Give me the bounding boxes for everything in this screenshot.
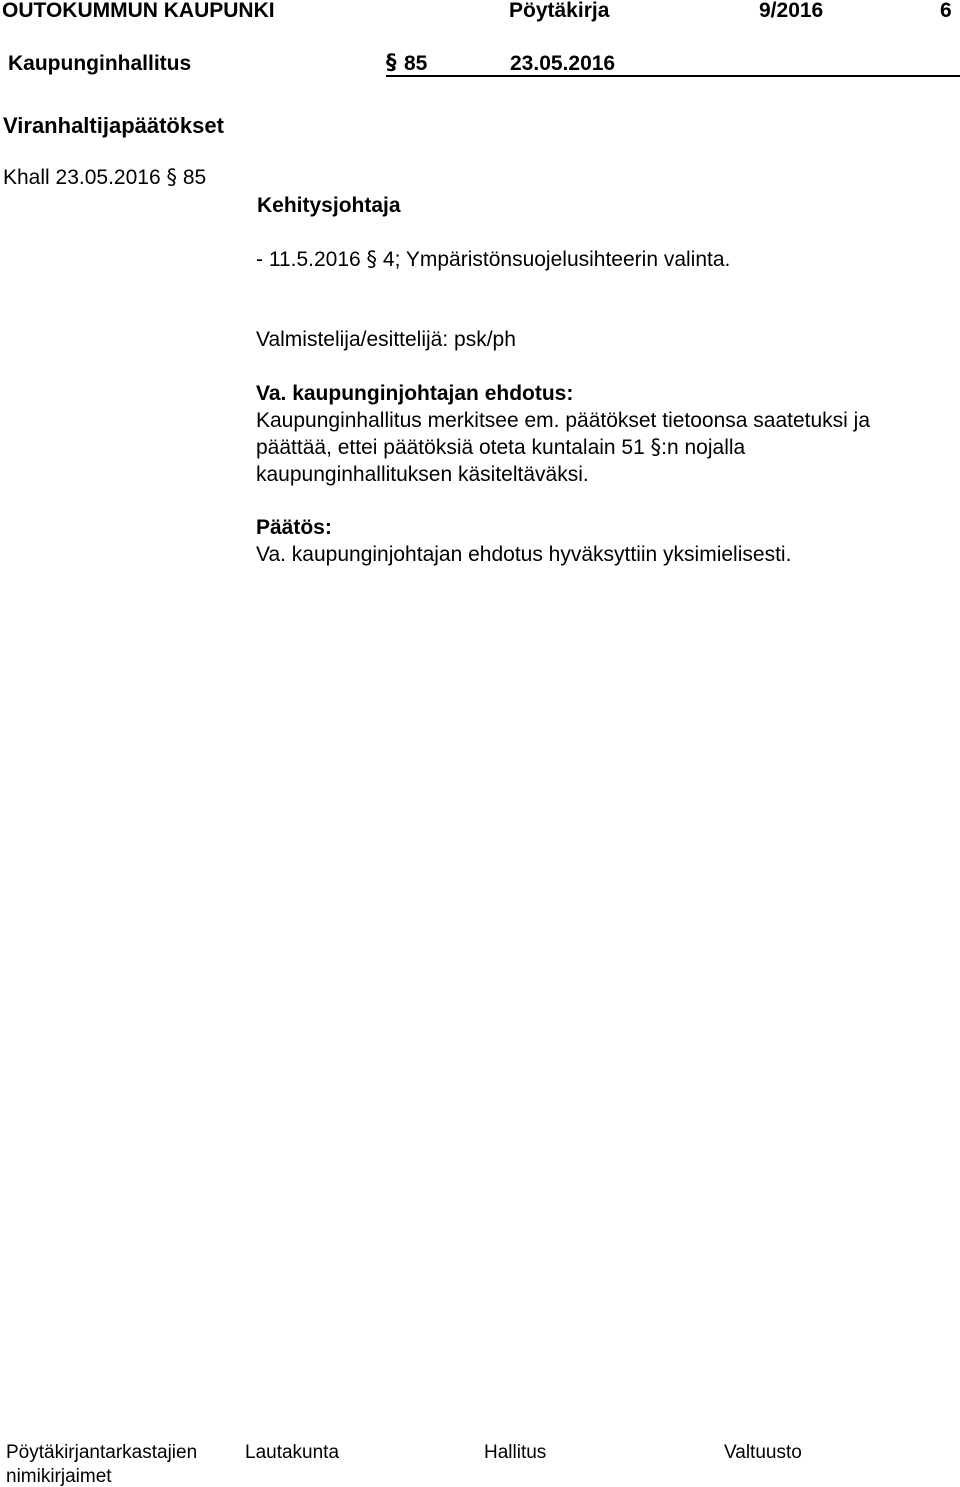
footer-initials: nimikirjaimet bbox=[6, 1466, 112, 1487]
footer-government: Hallitus bbox=[484, 1442, 547, 1463]
reference-number: 85 bbox=[182, 166, 207, 189]
section-symbol: § bbox=[386, 50, 397, 74]
page-number: 6 bbox=[940, 0, 952, 22]
reference-text: Khall 23.05.2016 bbox=[3, 166, 161, 189]
meeting-date: 23.05.2016 bbox=[510, 52, 616, 75]
header-divider bbox=[386, 75, 960, 77]
official-title: Kehitysjohtaja bbox=[257, 194, 401, 217]
proposal-line: Kaupunginhallitus merkitsee em. päätökset tietoonsa saatetuksi ja bbox=[256, 409, 871, 432]
proposal-line: kaupunginhallituksen käsiteltäväksi. bbox=[256, 463, 589, 486]
proposal-heading: Va. kaupunginjohtajan ehdotus: bbox=[256, 382, 574, 405]
decision-item-text: 4; Ympäristönsuojelusihteerin valinta. bbox=[382, 248, 731, 271]
reference-label bbox=[3, 167, 206, 188]
decision-item-date: - 11.5.2016 bbox=[256, 248, 361, 271]
decision-item-symbol: § bbox=[366, 247, 378, 271]
proposal-line bbox=[256, 434, 946, 461]
footer-board: Lautakunta bbox=[245, 1442, 340, 1463]
footer-council: Valtuusto bbox=[724, 1442, 802, 1463]
footer-reviewers: Pöytäkirjantarkastajien bbox=[6, 1442, 198, 1463]
doc-number: 9/2016 bbox=[759, 0, 824, 22]
doc-type: Pöytäkirja bbox=[509, 0, 610, 22]
preparer: Valmistelija/esittelijä: psk/ph bbox=[256, 328, 516, 351]
decision-text: Va. kaupunginjohtajan ehdotus hyväksyttiin yksimielisesti. bbox=[256, 543, 792, 566]
section-number: 85 bbox=[404, 52, 428, 75]
body-name: Kaupunginhallitus bbox=[8, 52, 192, 75]
org-name: OUTOKUMMUN KAUPUNKI bbox=[2, 0, 275, 22]
decision-item bbox=[256, 249, 730, 270]
decision-section bbox=[256, 514, 946, 568]
proposal-line-part: :n nojalla bbox=[661, 436, 746, 459]
proposal-line-part: päättää, ettei päätöksiä oteta kuntalain 51 bbox=[256, 436, 645, 459]
proposal-section bbox=[256, 380, 946, 488]
reference-symbol: § bbox=[166, 165, 177, 189]
proposal-symbol: § bbox=[650, 435, 662, 459]
decision-heading: Päätös: bbox=[256, 516, 332, 539]
page-title: Viranhaltijapäätökset bbox=[3, 113, 224, 138]
